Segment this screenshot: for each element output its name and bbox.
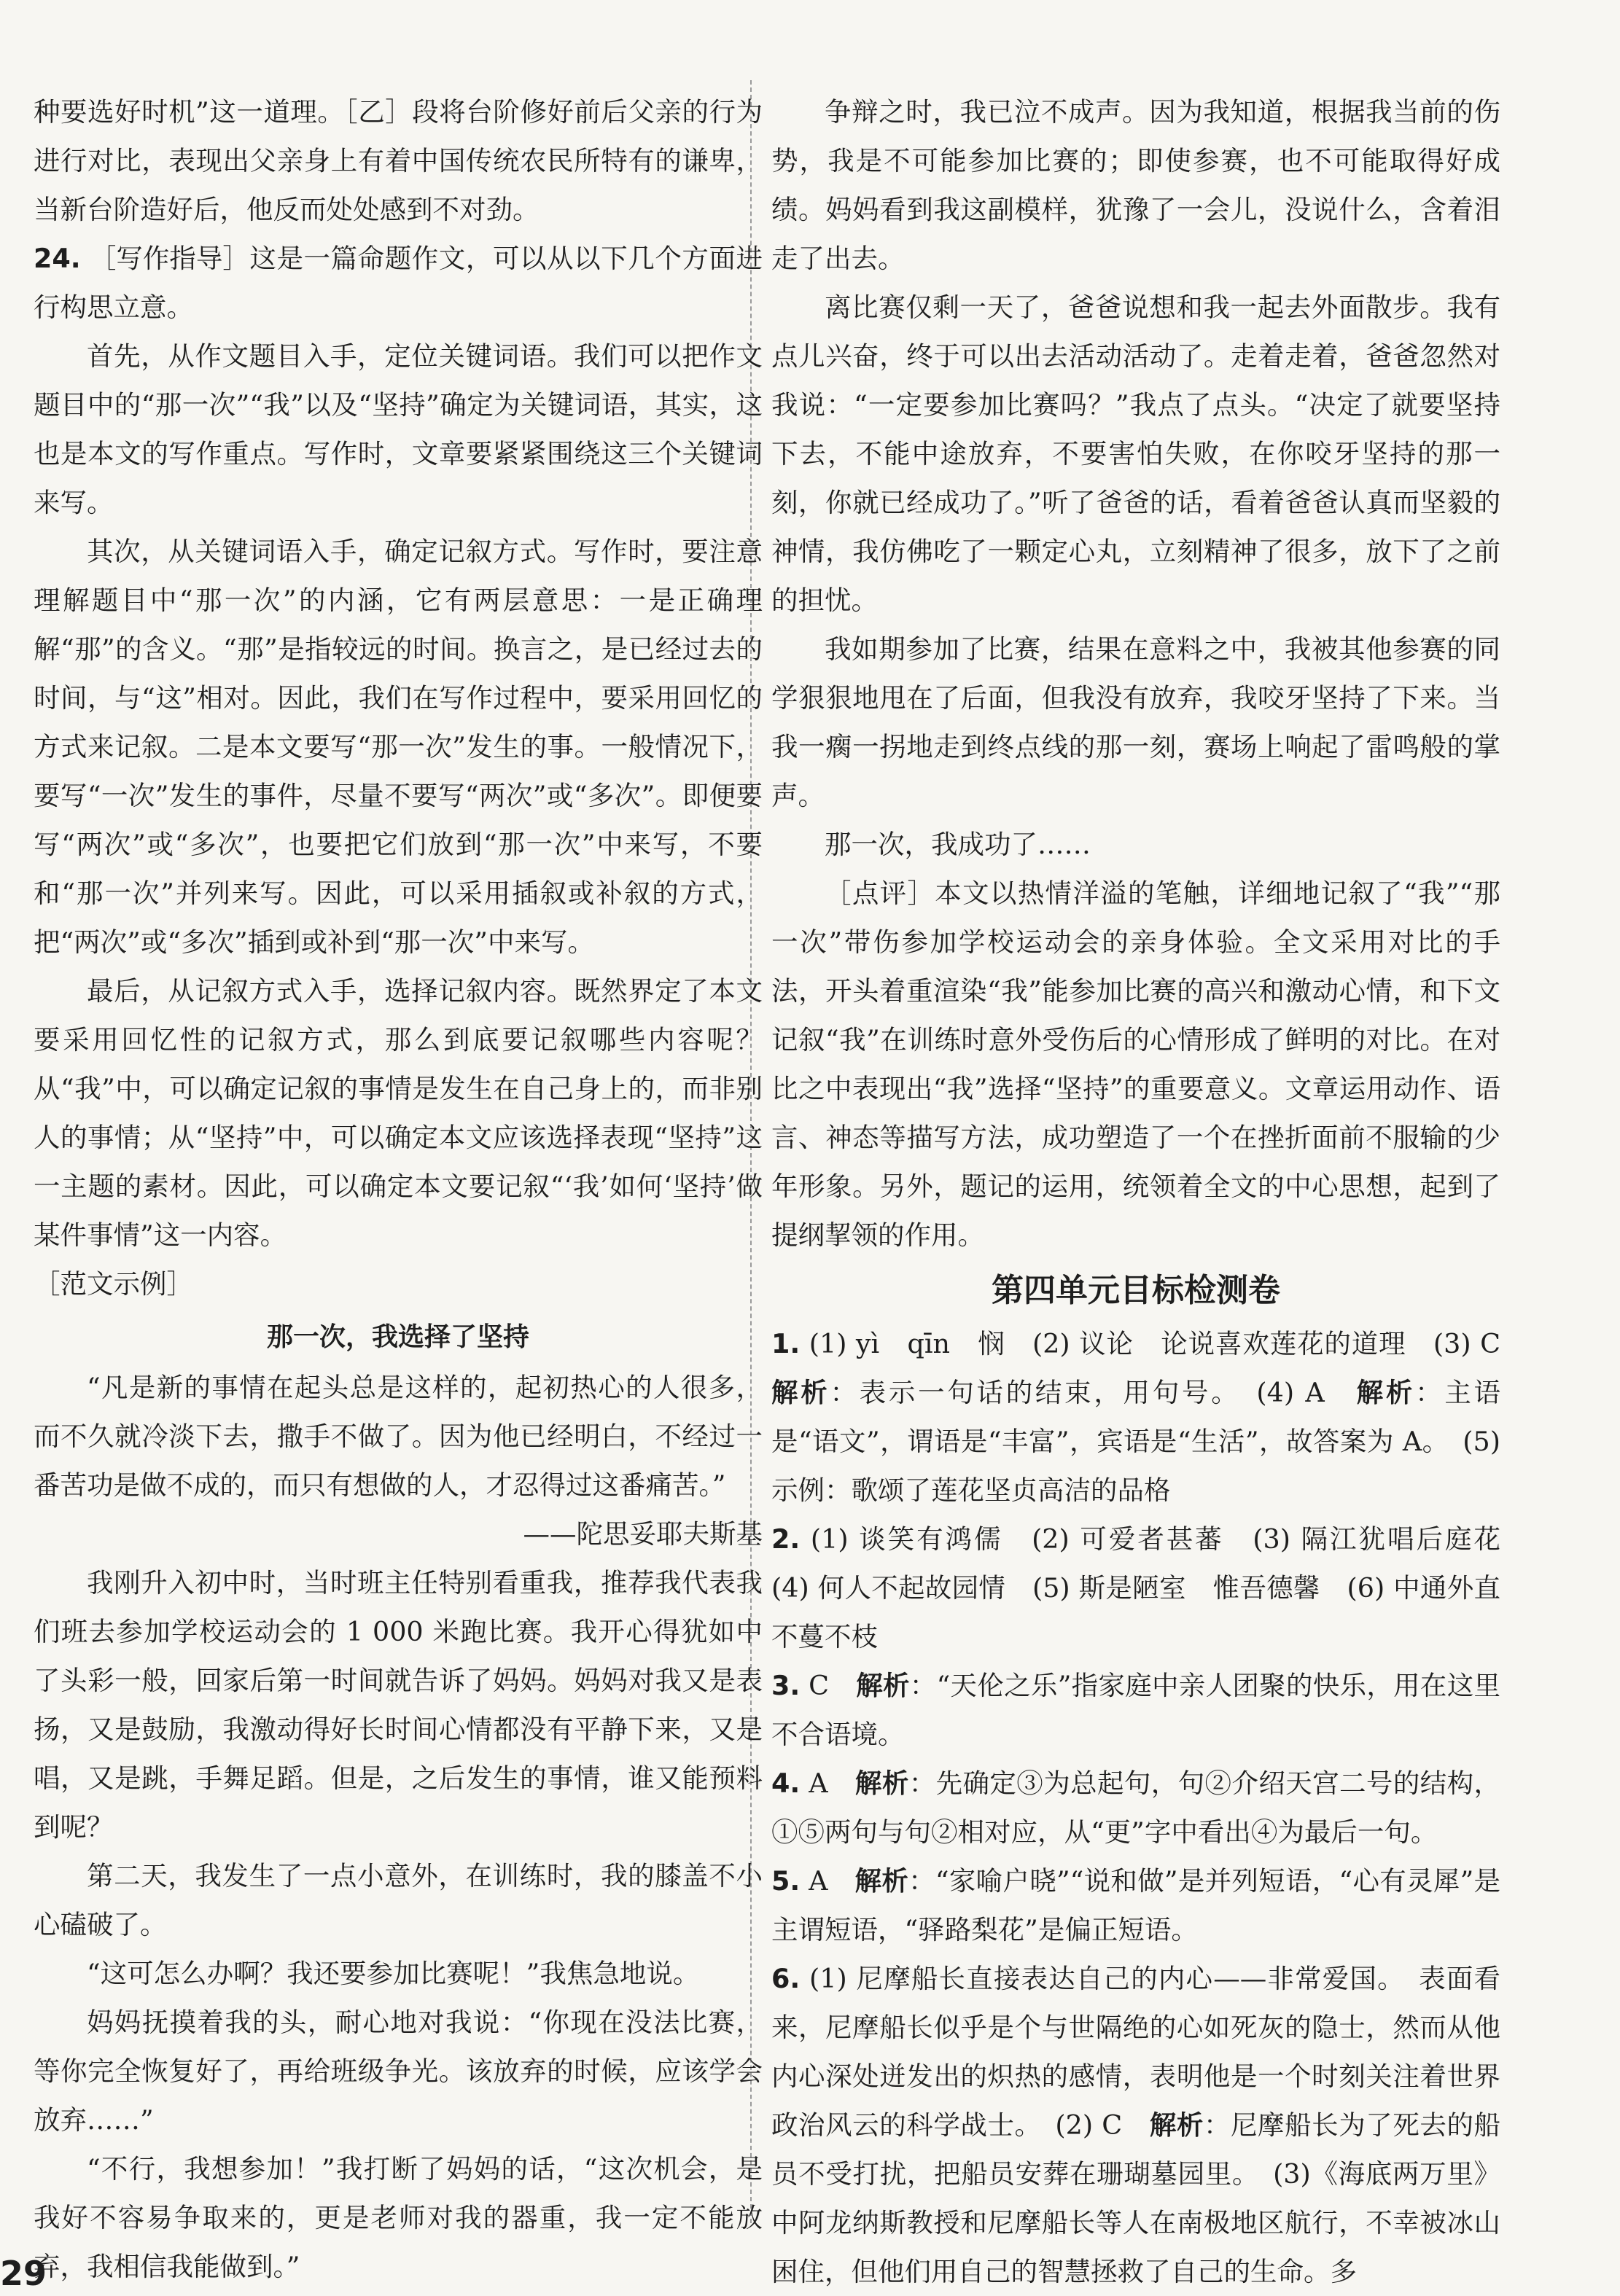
answer-text: ：“家喻户晓”“说和做”是并列短语，“心有灵犀”是主谓短语，“驿路梨花”是偏正短语。 (771, 1865, 1501, 1945)
essay-paragraph: “这可怎么办啊？我还要参加比赛呢！”我焦急地说。 (87, 1958, 700, 1989)
answer-number: 2. (771, 1523, 801, 1555)
answer-number: 3. (771, 1670, 801, 1701)
answer-text: (1) yì qīn 悯 (2) 议论 论说喜欢莲花的道理 (3) C (809, 1328, 1501, 1359)
answer-text: ：表示一句话的结束，用句号。 (4) A (830, 1377, 1357, 1408)
question-24 (34, 234, 763, 332)
comment-text: 本文以热情洋溢的笔触，详细地记叙了“我”“那一次”带伤参加学校运动会的亲身体验。全文采用对比的手法，开头着重渲染“我”能参加比赛的高兴和激动心情，和下文记叙“我”在训练时意外受伤后的心情形成了鲜明的对比。在对比之中表现出“我”选择“坚持”的重要意义。文章运用动作、语言、神态等描写方法，成功塑造了一个在挫折面前不服输的少年形象。另外，题记的运用，统领着全文的中心思想，起到了提纲挈领的作用。 (771, 878, 1501, 1251)
answer-5 (771, 1856, 1500, 1954)
comment-tag: ［点评］ (825, 878, 935, 909)
answer-3 (771, 1661, 1500, 1759)
answer-text: (1) 尼摩船长直接表达自己的内心——非常爱国。 表面看来，尼摩船长似乎是个与世隔绝的心如死灰的隐士，然而从他内心深处迸发出的炽热的感情，表明他是一个时刻关注着世界政治风云的科学战士。 (2) C (771, 1963, 1500, 2141)
analysis-label: 解析 (1149, 2109, 1204, 2141)
question-24-text: 这是一篇命题作文，可以从以下几个方面进行构思立意。 (34, 243, 763, 323)
answer-6 (771, 1954, 1500, 2296)
essay-paragraph: 离比赛仅剩一天了，爸爸说想和我一起去外面散步。我有点儿兴奋，终于可以出去活动活动了。走着走着，爸爸忽然对我说：“一定要参加比赛吗？”我点了点头。“决定了就要坚持下去，不能中途放弃，不要害怕失败，在你咬牙坚持的那一刻，你就已经成功了。”听了爸爸的话，看着爸爸认真而坚毅的神情，我仿佛吃了一颗定心丸，立刻精神了很多，放下了之前的担忧。 (771, 292, 1500, 616)
analysis-label: 解析 (854, 1768, 909, 1799)
answer-number: 1. (771, 1328, 801, 1359)
essay-paragraph: 争辩之时，我已泣不成声。因为我知道，根据我当前的伤势，我是不可能参加比赛的；即使参赛，也不可能取得好成绩。妈妈看到我这副模样，犹豫了一会儿，没说什么，含着泪走了出去。 (771, 96, 1500, 274)
page-number: 29 (0, 2254, 47, 2293)
answer-choice: C (809, 1670, 857, 1701)
answer-1 (771, 1319, 1500, 1515)
left-column (34, 87, 763, 2291)
answer-number: 5. (771, 1865, 801, 1897)
answer-2 (771, 1515, 1527, 1661)
essay-paragraph: “不行，我想参加！”我打断了妈妈的话，“这次机会，是我好不容易争取来的，更是老师对我的器重，我一定不能放弃，我相信我能做到。” (34, 2153, 763, 2282)
right-column (771, 87, 1527, 2296)
epigraph-author: ——陀思妥耶夫斯基 (523, 1518, 763, 1550)
answer-text: (1) 谈笑有鸿儒 (2) 可爱者甚蕃 (3) 隔江犹唱后庭花 (4) 何人不起故园情 (5) 斯是陋室 惟吾德馨 (6) 中通外直 不蔓不枝 (771, 1523, 1527, 1652)
writing-guide-tag: ［写作指导］ (89, 243, 249, 274)
answer-text: ：先确定③为总起句，句②介绍天宫二号的结构，①⑤两句与句②相对应，从“更”字中看出④为最后一句。 (771, 1768, 1501, 1848)
guide-paragraph: 其次，从关键词语入手，确定记叙方式。写作时，要注意理解题目中“那一次”的内涵，它有两层意思：一是正确理解“那”的含义。“那”是指较远的时间。换言之，是已经过去的时间，与“这”相对。因此，我们在写作过程中，要采用回忆的方式来记叙。二是本文要写“那一次”发生的事。一般情况下，要写“一次”发生的事件，尽量不要写“两次”或“多次”。即便要写“两次”或“多次”，也要把它们放到“那一次”中来写，不要和“那一次”并列来写。因此，可以采用插叙或补叙的方式，把“两次”或“多次”插到或补到“那一次”中来写。 (34, 536, 763, 958)
analysis-label: 解析 (856, 1670, 910, 1701)
epigraph-quote: “凡是新的事情在起头总是这样的，起初热心的人很多，而不久就冷淡下去，撒手不做了。因为他已经明白，不经过一番苦功是做不成的，而只有想做的人，才忍得过这番痛苦。” (34, 1372, 763, 1501)
comment-paragraph (771, 869, 1500, 1260)
essay-paragraph: 第二天，我发生了一点小意外，在训练时，我的膝盖不小心磕破了。 (34, 1860, 763, 1940)
analysis-label: 解析 (771, 1377, 830, 1408)
answer-choice: A (809, 1768, 855, 1799)
answer-number: 4. (771, 1768, 801, 1799)
answer-text: ：“天伦之乐”指家庭中亲人团聚的快乐，用在这里不合语境。 (771, 1670, 1501, 1750)
answer-text: ：主语是“语文”，谓语是“丰富”，宾语是“生活”，故答案为 A。 (5) 示例：歌颂了莲花坚贞高洁的品格 (771, 1377, 1501, 1506)
analysis-label: 解析 (854, 1865, 909, 1897)
essay-paragraph: 妈妈抚摸着我的头，耐心地对我说：“你现在没法比赛，等你完全恢复好了，再给班级争光。该放弃的时候，应该学会放弃……” (34, 2007, 763, 2136)
prev-answer-tail: 种要选好时机”这一道理。［乙］段将台阶修好前后父亲的行为进行对比，表现出父亲身上有着中国传统农民所特有的谦卑，当新台阶造好后，他反而处处感到不对劲。 (34, 96, 763, 225)
answer-text: ：尼摩船长为了死去的船员不受打扰，把船员安葬在珊瑚墓园里。 (3)《海底两万里》中阿龙纳斯教授和尼摩船长等人在南极地区航行，不幸被冰山困住，但他们用自己的智慧拯救了自己的生命。多 (771, 2109, 1501, 2287)
section-title: 第四单元目标检测卷 (992, 1272, 1280, 1309)
analysis-label: 解析 (1356, 1377, 1416, 1408)
answer-choice: A (809, 1865, 855, 1897)
question-number: 24. (34, 243, 81, 274)
sample-essay-tag: ［范文示例］ (34, 1268, 193, 1300)
essay-paragraph: 我如期参加了比赛，结果在意料之中，我被其他参赛的同学狠狠地甩在了后面，但我没有放弃，我咬牙坚持了下来。当我一瘸一拐地走到终点线的那一刻，赛场上响起了雷鸣般的掌声。 (771, 633, 1500, 811)
essay-paragraph: 我刚升入初中时，当时班主任特别看重我，推荐我代表我们班去参加学校运动会的 1 000 米跑比赛。我开心得犹如中了头彩一般，回家后第一时间就告诉了妈妈。妈妈对我又是表扬，又是鼓励，我激动得好长时间心情都没有平静下来，又是唱，又是跳，手舞足蹈。但是，之后发生的事情，谁又能预料到呢？ (34, 1567, 763, 1843)
essay-title: 那一次，我选择了坚持 (266, 1322, 529, 1352)
essay-paragraph: 那一次，我成功了…… (825, 829, 1091, 860)
answer-number: 6. (771, 1963, 801, 1994)
guide-paragraph: 首先，从作文题目入手，定位关键词语。我们可以把作文题目中的“那一次”“我”以及“坚持”确定为关键词语，其实，这也是本文的写作重点。写作时，文章要紧紧围绕这三个关键词来写。 (34, 340, 763, 518)
answer-4 (771, 1759, 1500, 1856)
guide-paragraph: 最后，从记叙方式入手，选择记叙内容。既然界定了本文要采用回忆性的记叙方式，那么到底要记叙哪些内容呢？从“我”中，可以确定记叙的事情是发生在自己身上的，而非别人的事情；从“坚持”中，可以确定本文应该选择表现“坚持”这一主题的素材。因此，可以确定本文要记叙“‘我’如何‘坚持’做某件事情”这一内容。 (34, 975, 763, 1251)
